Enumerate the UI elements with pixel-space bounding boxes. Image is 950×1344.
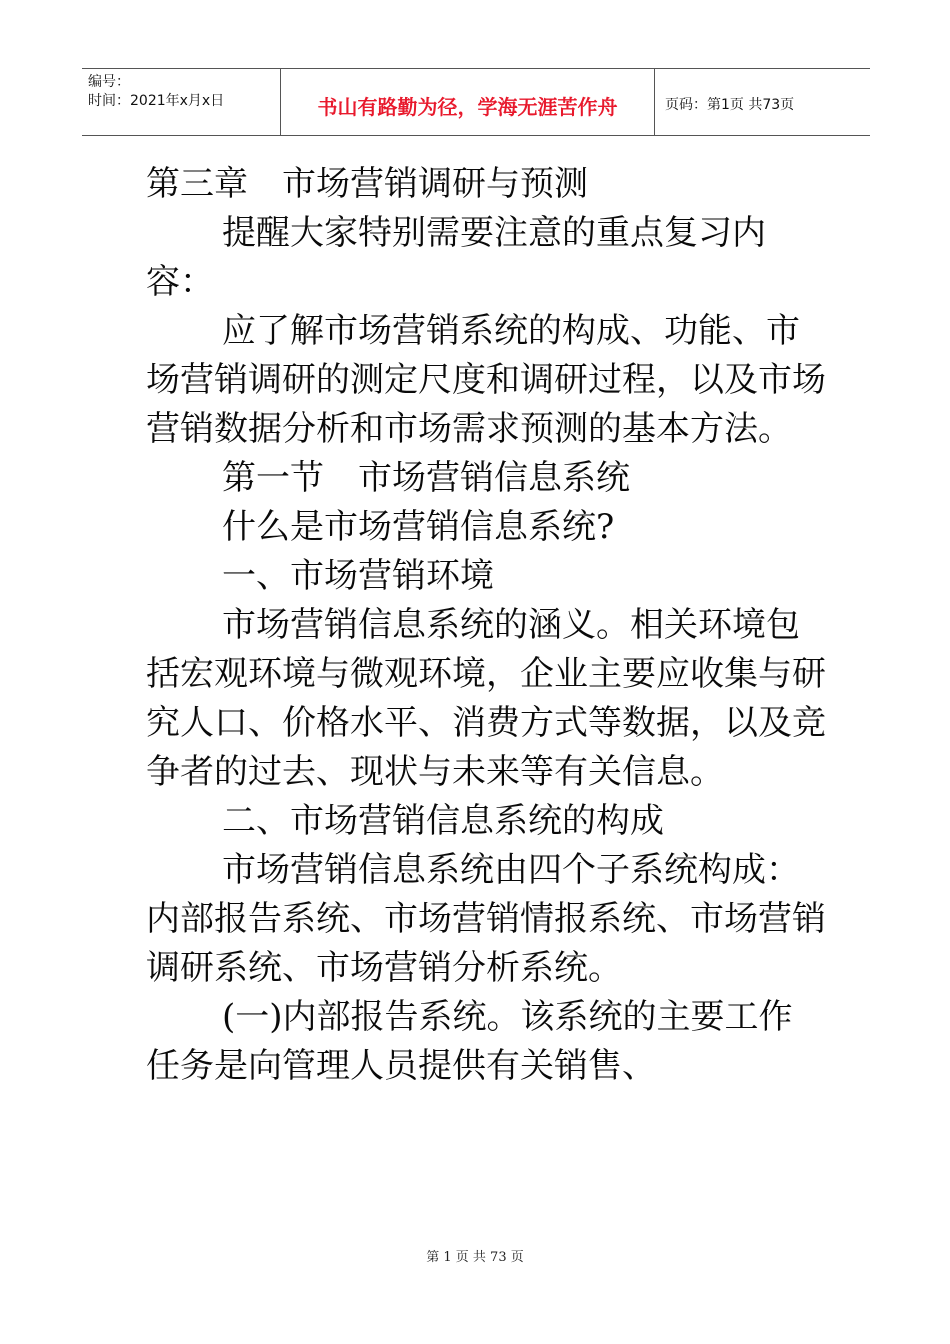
paragraph: 市场营销信息系统由四个子系统构成：内部报告系统、市场营销情报系统、市场营销调研系统、市场营销分析系统。 <box>146 850 826 988</box>
reminder-paragraph: 提醒大家特别需要注意的重点复习内容： <box>146 213 766 302</box>
paragraph: 应了解市场营销系统的构成、功能、市场营销调研的测定尺度和调研过程，以及市场营销数据分析和市场需求预测的基本方法。 <box>146 311 826 449</box>
header-page-info: 页码：第1页 共73页 <box>665 97 795 113</box>
paragraph: (一)内部报告系统。该系统的主要工作任务是向管理人员提供有关销售、 <box>146 997 793 1086</box>
time-label: 时间：2021年x月x日 <box>88 93 225 109</box>
header-meta-cell <box>82 69 281 135</box>
question-heading: 什么是市场营销信息系统? <box>222 507 615 547</box>
subsection-heading: 二、市场营销信息系统的构成 <box>222 801 664 841</box>
paragraph: 市场营销信息系统的涵义。相关环境包括宏观环境与微观环境，企业主要应收集与研究人口、价格水平、消费方式等数据，以及竞争者的过去、现状与未来等有关信息。 <box>146 605 826 792</box>
number-label: 编号： <box>88 74 130 90</box>
section-heading: 第一节 市场营销信息系统 <box>222 458 630 498</box>
chapter-title: 第三章 市场营销调研与预测 <box>146 164 588 204</box>
subsection-heading: 一、市场营销环境 <box>222 556 494 596</box>
document-header <box>82 68 870 136</box>
header-motto: 书山有路勤为径，学海无涯苦作舟 <box>281 69 655 135</box>
document-body <box>146 160 826 1091</box>
page-footer: 第 1 页 共 73 页 <box>426 1250 524 1265</box>
